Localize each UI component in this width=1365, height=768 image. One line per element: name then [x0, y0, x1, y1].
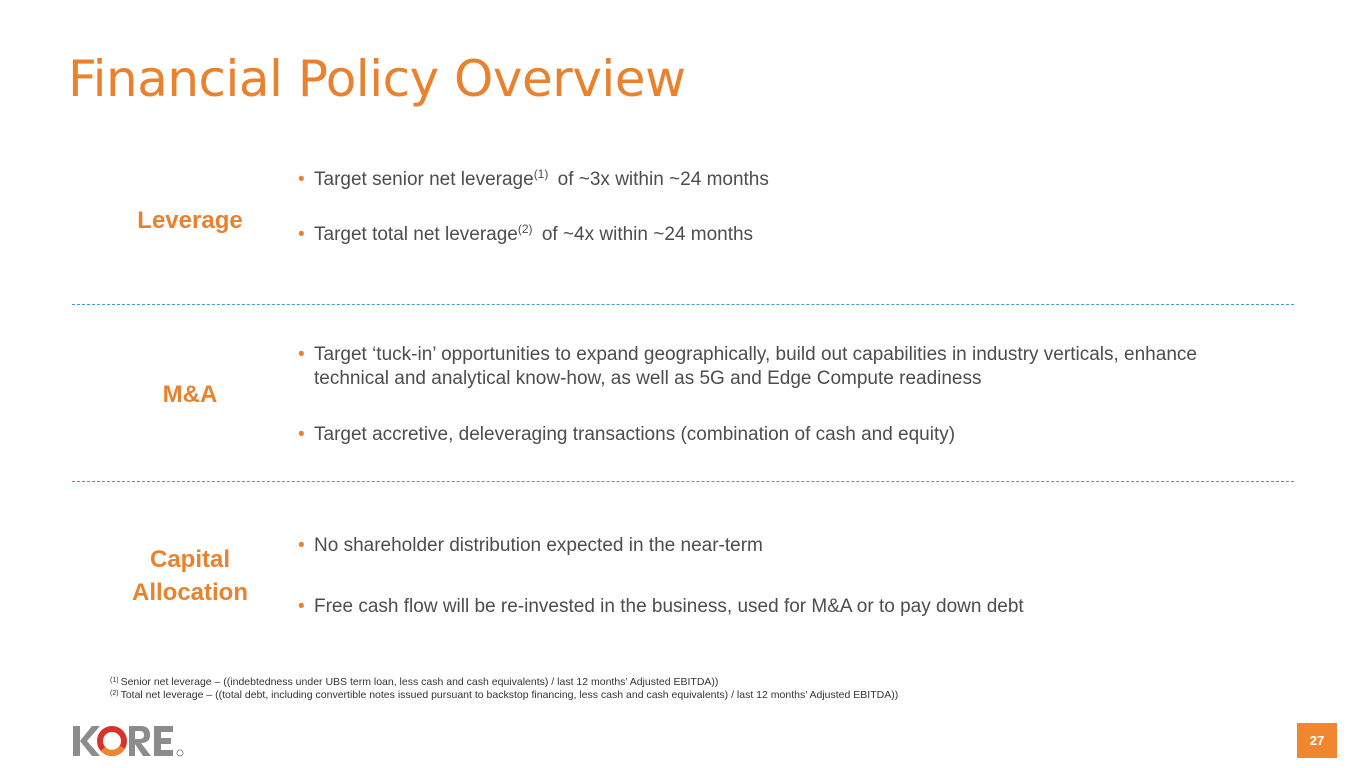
section-divider [72, 304, 1294, 305]
bullet-dot-icon: • [298, 535, 305, 556]
section-label-capital-allocation: Capital Allocation [131, 546, 248, 606]
bullet-dot-icon: • [298, 344, 305, 365]
bullet-dot-icon: • [298, 596, 305, 617]
bullet-item: • No shareholder distribution expected in the near-term [298, 535, 763, 556]
section-label-ma: M&A [162, 381, 218, 408]
footnote-1: $^{(1)}$ Senior net leverage – ((indebtedness under UBS term loan, less cash and cash equivalents) / last 12 months’ Adjusted EBITDA)) [110, 676, 719, 688]
footnote-2: $^{(2)}$ Total net leverage – ((total debt, including convertible notes issued pursuant to backstop financing, less cash and cash equivalents) / last 12 months’ Adjusted EBITDA)) [110, 689, 899, 701]
section-divider [72, 481, 1294, 482]
section-label-leverage: Leverage [137, 207, 243, 234]
bullet-dot-icon: • [298, 424, 305, 445]
page-number-badge: 27 [1297, 723, 1337, 758]
bullet-item: • Target ‘tuck-in’ opportunities to expand geographically, build out capabilities in industry verticals, enhance technical and analytical know-how, as well as 5G and Edge Compute readiness [298, 344, 1197, 389]
bullet-item: • Target accretive, deleveraging transactions (combination of cash and equity) [298, 424, 956, 445]
page-title: Financial Policy Overview [68, 50, 686, 108]
bullet-item: • Target total net leverage$^{(2)}$ of ~4x within ~24 months [298, 222, 754, 245]
kore-logo [72, 722, 192, 760]
bullet-dot-icon: • [298, 169, 305, 190]
bullet-item: • Free cash flow will be re-invested in the business, used for M&A or to pay down debt [298, 596, 1024, 617]
footnotes [110, 676, 898, 702]
bullet-item: • Target senior net leverage$^{(1)}$ of ~3x within ~24 months [298, 167, 769, 190]
bullet-dot-icon: • [298, 224, 305, 245]
